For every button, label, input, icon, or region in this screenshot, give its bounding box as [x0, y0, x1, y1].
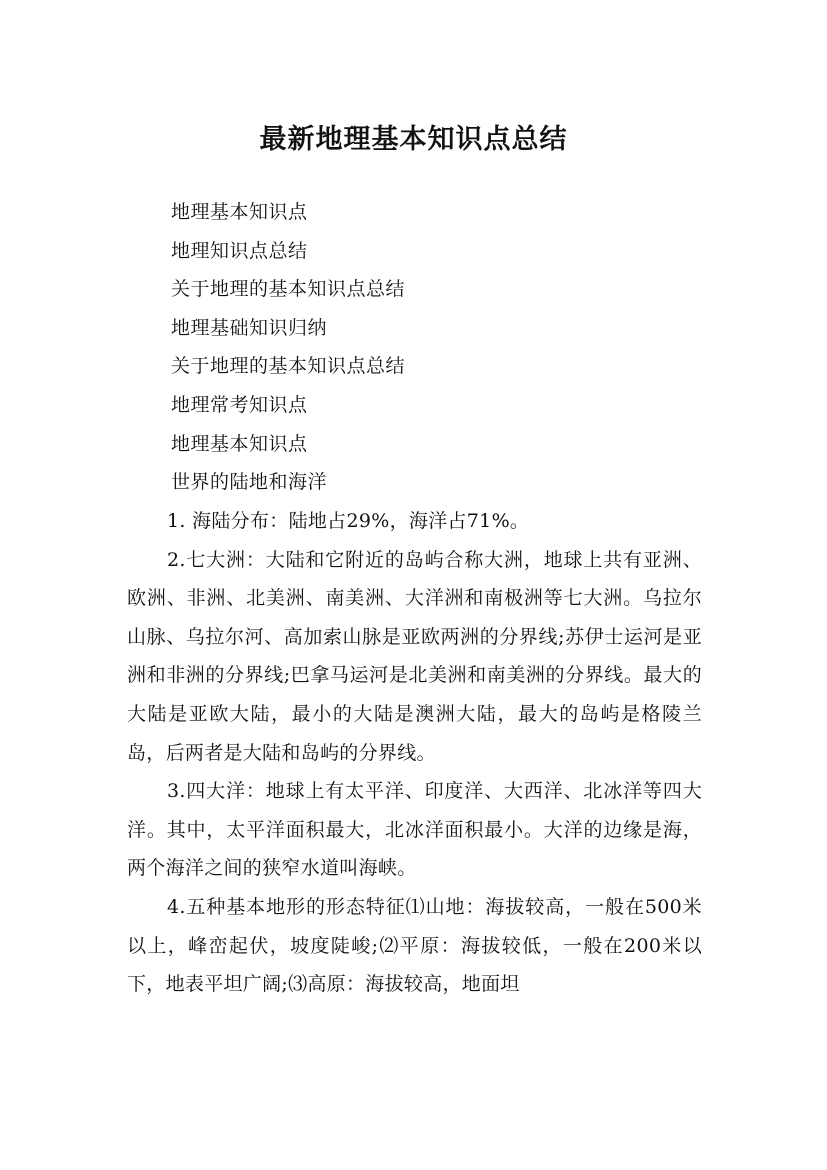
toc-item: 地理基础知识归纳 — [171, 316, 328, 339]
toc-item: 世界的陆地和海洋 — [171, 471, 328, 494]
paragraph: 2.七大洲：大陆和它附近的岛屿合称大洲，地球上共有亚洲、欧洲、非洲、北美洲、南美洲、大洋洲和南极洲等七大洲。乌拉尔山脉、乌拉尔河、高加索山脉是亚欧两洲的分界线;苏伊士运河是亚洲和非洲的分界线;巴拿马运河是北美洲和南美洲的分界线。最大的大陆是亚欧大陆，最小的大陆是澳洲大陆，最大的岛屿是格陵兰岛，后两者是大陆和岛屿的分界线。 — [127, 548, 702, 764]
paragraph: 3.四大洋：地球上有太平洋、印度洋、大西洋、北冰洋等四大洋。其中，太平洋面积最大，北冰洋面积最小。大洋的边缘是海，两个海洋之间的狭窄水道叫海峡。 — [127, 780, 702, 880]
paragraph: 1. 海陆分布：陆地占29%，海洋占71%。 — [167, 510, 530, 532]
paragraph: 4.五种基本地形的形态特征⑴山地：海拔较高，一般在500米以上，峰峦起伏，坡度陡峻;⑵平原：海拔较低，一般在200米以下，地表平坦广阔;⑶高原：海拔较高，地面坦 — [127, 895, 702, 996]
toc-item: 地理基本知识点 — [171, 432, 308, 455]
toc-item: 地理常考知识点 — [171, 393, 308, 416]
toc-item: 地理知识点总结 — [171, 239, 308, 262]
document-title: 最新地理基本知识点总结 — [259, 124, 568, 156]
toc-list — [171, 193, 405, 502]
document-body — [127, 502, 702, 1004]
toc-item: 地理基本知识点 — [171, 201, 308, 223]
toc-item: 关于地理的基本知识点总结 — [171, 355, 406, 378]
toc-item: 关于地理的基本知识点总结 — [171, 278, 406, 301]
